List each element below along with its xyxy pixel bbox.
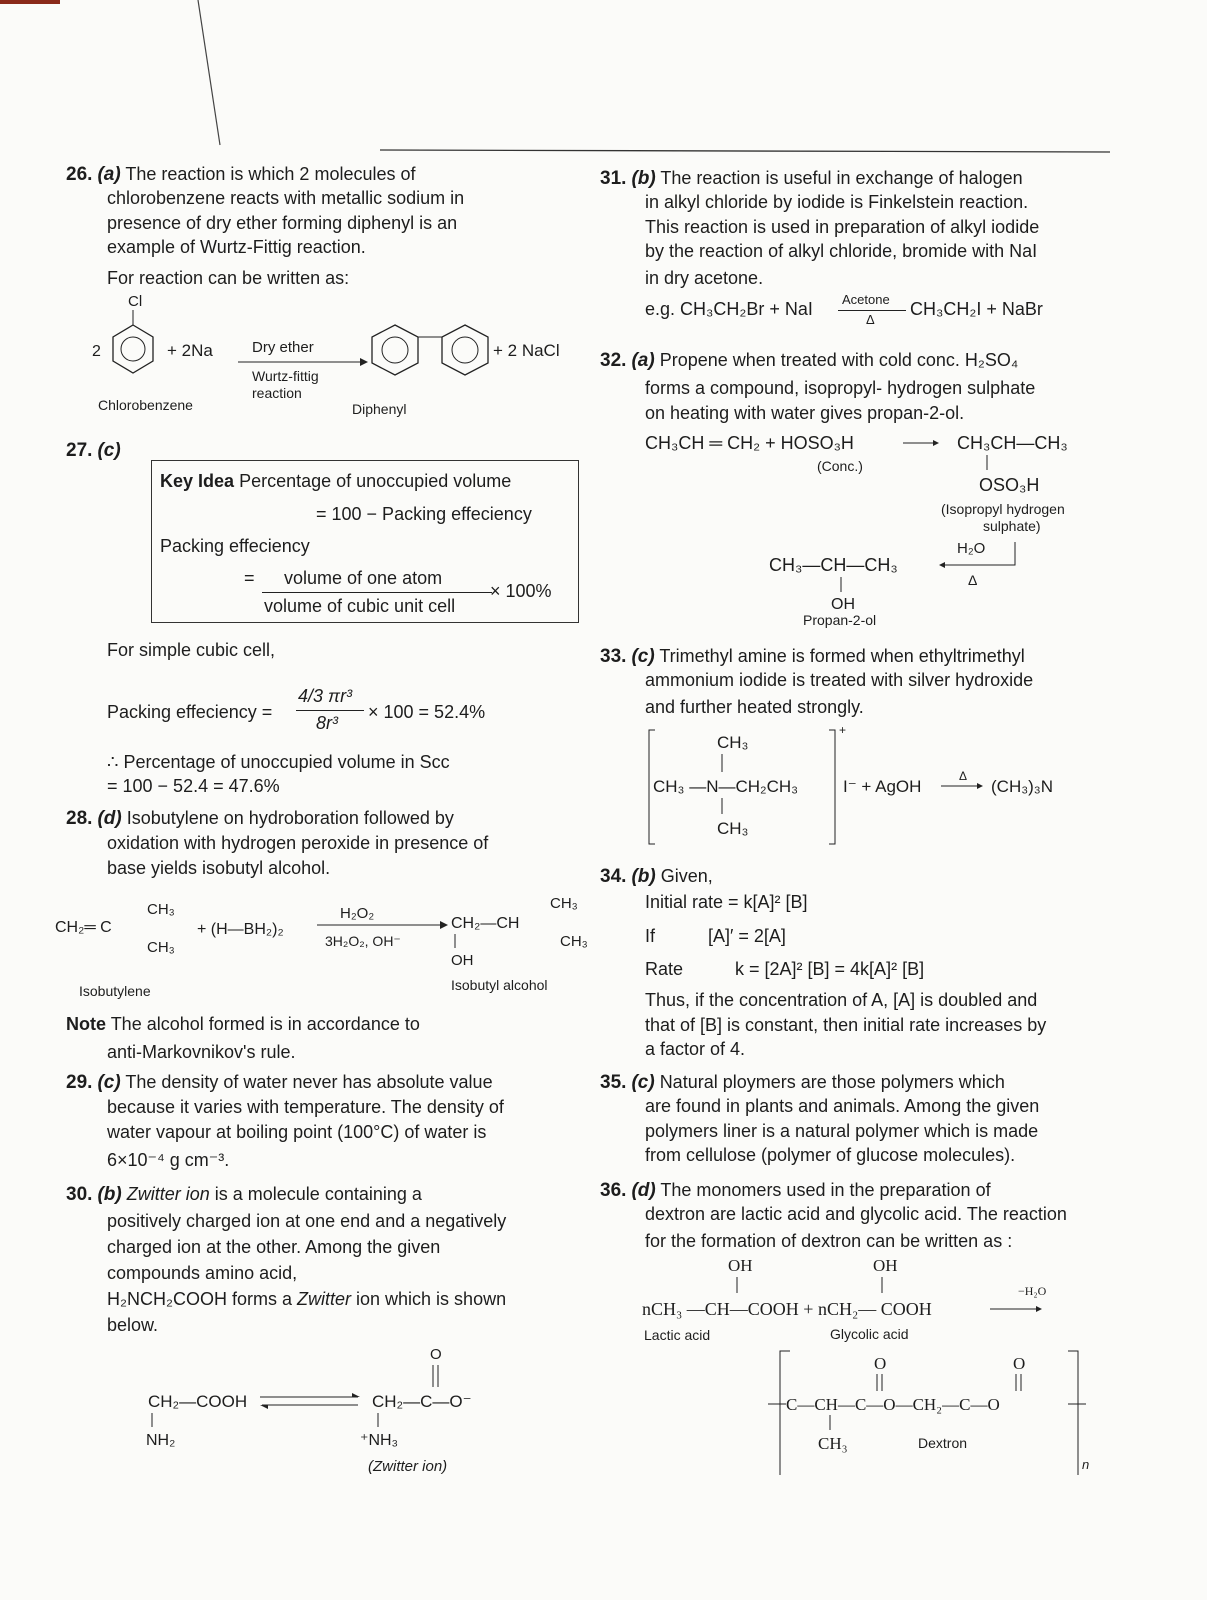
text-line: that of [B] is constant, then initial rate increases by — [645, 1014, 1047, 1035]
text-line: compounds amino acid, — [107, 1263, 298, 1283]
condition: H₂O₂ — [340, 905, 375, 922]
coefficient: 2 — [92, 343, 101, 360]
text-line: in alkyl chloride by iodide is Finkelstein reaction. — [645, 192, 1029, 212]
multiplier: × 100% — [490, 581, 552, 601]
text-line: Rate — [645, 959, 684, 979]
label: Isobutyl alcohol — [451, 977, 548, 993]
hofmann-elimination-reaction — [645, 722, 1095, 852]
amino-group: NH₂ — [146, 1432, 176, 1449]
answer-option: (d) — [97, 808, 122, 829]
q30 — [66, 1182, 422, 1208]
product: CH₂—CH — [451, 915, 520, 932]
condition: Dry ether — [252, 339, 314, 356]
rate-law: Initial rate = k[A]² [B] — [645, 892, 808, 912]
zwitter-ion-equilibrium — [140, 1345, 540, 1475]
question-number: 34. — [600, 866, 627, 887]
cl-label: Cl — [128, 293, 143, 310]
condition: (Conc.) — [817, 458, 863, 474]
text-line: by the reaction of alkyl chloride, bromide with NaI — [645, 241, 1038, 261]
note-label: Note — [66, 1014, 106, 1034]
oxygen: O — [1013, 1354, 1026, 1373]
text-line: chlorobenzene reacts with metallic sodium in — [107, 188, 465, 208]
question-number: 32. — [600, 350, 627, 371]
answer-option: (b) — [631, 866, 656, 887]
text-line: example of Wurtz-Fittig reaction. — [107, 237, 366, 257]
reactant: CH₂═ C — [55, 919, 112, 936]
label: Diphenyl — [352, 401, 407, 417]
text-line: ∴ Percentage of unoccupied volume in Scc — [107, 752, 450, 772]
fraction-numerator: volume of one atom — [284, 568, 443, 588]
text-line: presence of dry ether forming diphenyl is an — [107, 212, 458, 233]
text-line: dextron are lactic acid and glycolic acid. The reaction — [645, 1204, 1067, 1224]
reagent: I⁻ + AgOH — [843, 777, 922, 796]
text-line: Given, — [660, 866, 713, 886]
benzene-ring-icon — [113, 325, 153, 373]
equation: [A]′ = 2[A] — [708, 926, 786, 946]
text-line: = 100 − Packing effeciency — [316, 504, 532, 524]
hydroxyl: OH — [728, 1256, 753, 1275]
product: (CH₃)₃N — [991, 777, 1053, 796]
methyl: CH₃ — [147, 939, 175, 956]
q33 — [600, 644, 1025, 670]
top-rule — [380, 150, 1110, 152]
text-line: oxidation with hydrogen peroxide in presence of — [107, 833, 489, 853]
glycine: CH₂—COOH — [148, 1392, 248, 1411]
text-line: Packing effeciency = — [107, 702, 273, 722]
condition: Δ — [959, 769, 968, 783]
q32 — [600, 348, 1018, 374]
condition: Wurtz-fittig — [252, 368, 319, 384]
text-line: a factor of 4. — [645, 1039, 746, 1059]
propene-hydration-reaction — [645, 425, 1115, 635]
text-line: This reaction is used in preparation of alkyl iodide — [645, 216, 1040, 237]
text-line: polymers liner is a natural polymer which is made — [645, 1120, 1039, 1141]
condition: 3H₂O₂, OH⁻ — [325, 933, 401, 949]
condition: H₂O — [957, 540, 986, 557]
text-line: Isobutylene on hydroboration followed by — [126, 808, 454, 828]
label: Isobutylene — [79, 983, 151, 999]
methyl: CH₃ — [147, 901, 175, 918]
oxygen: O — [874, 1354, 887, 1373]
q35 — [600, 1070, 1005, 1096]
wurtz-fittig-reaction — [80, 290, 600, 420]
text-line: Thus, if the concentration of A, [A] is doubled and — [645, 990, 1038, 1010]
hydroxyl: OH — [831, 596, 855, 613]
label: Dextron — [918, 1435, 968, 1451]
answer-option: (c) — [631, 1072, 655, 1093]
q34 — [600, 864, 713, 890]
label: Glycolic acid — [830, 1326, 909, 1342]
text-line: The alcohol formed is in accordance to — [110, 1014, 420, 1034]
hydroxyl: OH — [451, 952, 474, 969]
label: Propan-2-ol — [803, 612, 877, 628]
text-line: Trimethyl amine is formed when ethyltrimethyl — [659, 646, 1025, 666]
question-number: 27. — [66, 440, 93, 461]
charge: + — [839, 723, 847, 737]
fraction-denominator: 8r³ — [316, 713, 338, 733]
hydroxyl: OH — [873, 1256, 898, 1275]
text-line: 6×10⁻⁴ g cm⁻³. — [107, 1150, 230, 1170]
q31 — [600, 166, 1023, 192]
byproduct: + 2 NaCl — [493, 341, 560, 360]
text-line: positively charged ion at one end and a negatively — [107, 1211, 507, 1231]
ammonium-ion: CH₃ —N—CH₂CH₃ — [653, 777, 799, 796]
fraction-denominator: volume of cubic unit cell — [264, 596, 456, 616]
polymer-chain: C—CH—C—O—CH₂—C—O — [786, 1395, 1000, 1414]
sulphate-group: OSO₃H — [979, 475, 1040, 495]
text-line: If — [645, 926, 656, 946]
text-line: The monomers used in the preparation of — [660, 1180, 991, 1200]
text-line: Packing effeciency — [160, 536, 310, 556]
label: sulphate) — [983, 518, 1041, 534]
dextron-polymerisation-reaction — [640, 1255, 1110, 1475]
text-line: and further heated strongly. — [645, 696, 864, 717]
margin-line — [198, 0, 220, 145]
key-idea-box — [151, 460, 579, 623]
reagent: + 2Na — [167, 341, 213, 360]
label: (Isopropyl hydrogen — [941, 501, 1065, 517]
text-line: ion which is shown — [356, 1289, 507, 1309]
benzene-ring-icon — [442, 325, 488, 375]
text-line: charged ion at the other. Among the given — [107, 1237, 441, 1257]
text-line: below. — [107, 1315, 159, 1335]
benzene-ring-icon — [372, 325, 418, 375]
methyl: CH₃ — [818, 1434, 848, 1453]
label: (Zwitter ion) — [368, 1458, 448, 1475]
equation: e.g. CH₃CH₂Br + NaI — [645, 299, 813, 319]
text-line: base yields isobutyl alcohol. — [107, 857, 331, 878]
q27 — [66, 438, 121, 464]
condition: Acetone — [842, 292, 890, 307]
result: × 100 = 52.4% — [368, 702, 486, 722]
text-line: in dry acetone. — [645, 267, 764, 288]
question-number: 36. — [600, 1180, 627, 1201]
repeat-count: n — [1082, 1457, 1090, 1472]
text-line: Natural ploymers are those polymers which — [659, 1072, 1005, 1092]
label: Chlorobenzene — [98, 397, 193, 413]
question-number: 26. — [66, 164, 93, 185]
text-line: For reaction can be written as: — [107, 267, 350, 288]
text-line: = 100 − 52.4 = 47.6% — [107, 776, 280, 796]
text-line: water vapour at boiling point (100°C) of water is — [107, 1121, 487, 1142]
question-number: 35. — [600, 1072, 627, 1093]
reagent: + (H—BH₂)₂ — [197, 921, 284, 938]
answer-option: (d) — [631, 1180, 656, 1201]
question-number: 31. — [600, 168, 627, 189]
answer-option: (b) — [631, 168, 656, 189]
answer-option: (b) — [97, 1184, 122, 1205]
equation-product: CH₃CH₂I + NaBr — [910, 299, 1043, 319]
answer-option: (c) — [97, 440, 121, 461]
answer-option: (c) — [97, 1072, 121, 1093]
condition: Δ — [968, 572, 978, 588]
answer-option: (c) — [631, 646, 655, 667]
text-line: Percentage of unoccupied volume — [239, 471, 512, 491]
q29 — [66, 1070, 493, 1096]
text-line: is a molecule containing a — [214, 1184, 422, 1204]
methyl: CH₃ — [717, 819, 749, 838]
term: Zwitter ion — [126, 1184, 210, 1204]
text-line: because it varies with temperature. The density of — [107, 1097, 504, 1117]
question-number: 33. — [600, 646, 627, 667]
reactant: CH₃CH ═ CH₂ + HOSO₃H — [645, 433, 854, 453]
monomers: nCH₃ —CH—COOH + nCH₂— COOH — [642, 1299, 932, 1319]
text-line: are found in plants and animals. Among the given — [645, 1096, 1040, 1116]
q36 — [600, 1178, 991, 1204]
text-line: forms a compound, isopropyl- hydrogen sulphate — [645, 378, 1036, 398]
text-line: The reaction is which 2 molecules of — [125, 164, 416, 184]
question-number: 30. — [66, 1184, 93, 1205]
q26-body — [107, 186, 464, 290]
text-line: from cellulose (polymer of glucose molecules). — [645, 1145, 1016, 1165]
text-line: anti-Markovnikov's rule. — [107, 1042, 296, 1062]
text-line: The density of water never has absolute value — [125, 1072, 493, 1092]
zwitter-ion: CH₂—C—O⁻ — [372, 1392, 472, 1411]
hydroboration-reaction — [55, 890, 595, 1000]
ammonium-group: ⁺NH₃ — [360, 1432, 399, 1449]
question-number: 29. — [66, 1072, 93, 1093]
text-line: H₂NCH₂COOH forms a — [107, 1289, 292, 1309]
answer-option: (a) — [631, 350, 655, 371]
equals: = — [244, 568, 255, 588]
intermediate: CH₃CH—CH₃ — [957, 433, 1068, 453]
text-line: on heating with water gives propan-2-ol. — [645, 402, 965, 423]
product: CH₃—CH—CH₃ — [769, 555, 898, 575]
condition: −H₂O — [1018, 1284, 1047, 1298]
condition: reaction — [252, 385, 302, 401]
condition: Δ — [866, 312, 875, 327]
label: Lactic acid — [644, 1327, 711, 1343]
text-line: ammonium iodide is treated with silver hydroxide — [645, 670, 1034, 690]
oxygen: O — [430, 1346, 442, 1363]
methyl: CH₃ — [560, 933, 588, 950]
fraction-numerator: 4/3 πr³ — [298, 686, 353, 706]
text-line: The reaction is useful in exchange of halogen — [660, 168, 1023, 188]
q28 — [66, 806, 454, 832]
text-line: for the formation of dextron can be written as : — [645, 1230, 1013, 1251]
question-number: 28. — [66, 808, 93, 829]
equation: k = [2A]² [B] = 4k[A]² [B] — [735, 959, 925, 979]
methyl: CH₃ — [717, 733, 749, 752]
q26 — [66, 162, 416, 188]
text-line: Propene when treated with cold conc. H₂SO₄ — [659, 350, 1019, 370]
term: Zwitter — [297, 1289, 351, 1309]
methyl: CH₃ — [550, 895, 578, 912]
answer-option: (a) — [97, 164, 121, 185]
key-idea-label: Key Idea — [160, 471, 235, 491]
text-line: For simple cubic cell, — [107, 640, 276, 660]
